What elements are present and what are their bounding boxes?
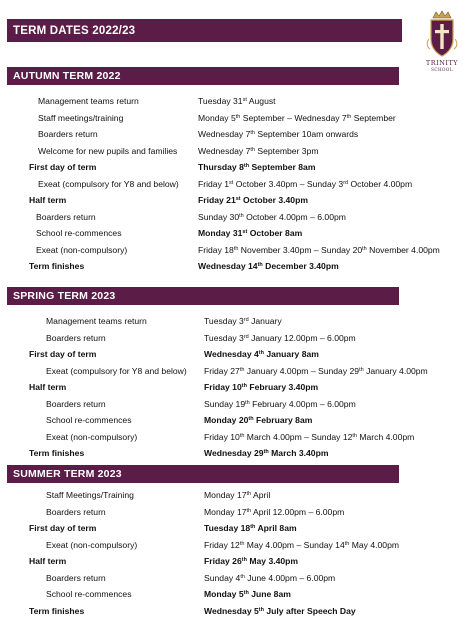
event-label: Staff meetings/training	[38, 112, 124, 123]
event-date: Friday 21st October 3.40pm	[198, 195, 308, 205]
event-label: Exeat (compulsory for Y8 and below)	[46, 365, 187, 376]
event-label: Management teams return	[46, 316, 147, 326]
event-label: Welcome for new pupils and families	[38, 145, 178, 156]
event-date: Sunday 19th February 4.00pm – 6.00pm	[204, 398, 356, 409]
event-date: Friday 26th May 3.40pm	[204, 556, 299, 566]
event-label: First day of term	[29, 162, 97, 172]
event-label: Half term	[29, 556, 67, 566]
event-date: Sunday 4th June 4.00pm – 6.00pm	[204, 572, 336, 583]
event-date: Monday 17th April 12.00pm – 6.00pm	[204, 506, 345, 517]
event-date: Tuesday 18th April 8am	[204, 523, 297, 533]
event-date: Monday 17th April	[204, 490, 271, 500]
event-date: Wednesday 14th December 3.40pm	[198, 261, 339, 271]
event-date: Wednesday 7th September 3pm	[198, 145, 319, 156]
event-label: School re-commences	[46, 589, 132, 599]
school-crest-logo	[418, 9, 466, 73]
event-date: Monday 31st October 8am	[198, 228, 303, 238]
event-date: Tuesday 3rd January	[204, 316, 282, 326]
event-label: Exeat (non-compulsory)	[46, 431, 138, 442]
event-date: Monday 20th February 8am	[204, 415, 313, 425]
event-label: Exeat (compulsory for Y8 and below)	[38, 178, 179, 189]
logo-wordmark: TRINITY	[425, 59, 459, 67]
event-label: Boarders return	[38, 129, 98, 139]
event-date: Friday 27th January 4.00pm – Sunday 29th January 4.00pm	[204, 365, 428, 376]
event-date: Wednesday 4th January 8am	[204, 349, 319, 359]
event-label: Boarders return	[46, 398, 106, 409]
event-label: Boarders return	[46, 506, 106, 517]
section-header	[7, 465, 399, 483]
event-label: School re-commences	[36, 228, 122, 238]
event-label: Boarders return	[46, 572, 106, 583]
event-label: Half term	[29, 195, 67, 205]
event-label: Term finishes	[29, 261, 85, 271]
page-title-text: TERM DATES 2022/23	[13, 24, 136, 37]
event-date: Monday 5th June 8am	[204, 589, 291, 599]
event-date: Wednesday 7th September 10am onwards	[198, 129, 359, 139]
logo-subtitle: SCHOOL	[431, 67, 453, 72]
event-date: Friday 10th February 3.40pm	[204, 382, 319, 392]
event-date: Tuesday 31st August	[198, 96, 276, 106]
crest-icon	[418, 9, 466, 59]
event-date: Thursday 8th September 8am	[198, 162, 316, 172]
event-label: Boarders return	[36, 211, 96, 222]
event-date: Friday 12th May 4.00pm – Sunday 14th May 4.00pm	[204, 539, 400, 550]
event-label: Management teams return	[38, 96, 139, 106]
event-label: Exeat (non-compulsory)	[36, 244, 128, 255]
event-date: Friday 1st October 3.40pm – Sunday 3rd October 4.00pm	[198, 178, 413, 189]
event-label: Boarders return	[46, 332, 106, 343]
section-header	[7, 67, 399, 85]
event-date: Monday 5th September – Wednesday 7th September	[198, 112, 396, 123]
section-title: AUTUMN TERM 2022	[13, 70, 121, 82]
event-label: First day of term	[29, 349, 97, 359]
section-header	[7, 287, 399, 305]
event-label: First day of term	[29, 523, 97, 533]
page-title	[7, 19, 402, 42]
event-label: School re-commences	[46, 415, 132, 425]
section-title: SUMMER TERM 2023	[13, 468, 122, 480]
event-date: Wednesday 5th July after Speech Day	[204, 605, 356, 616]
event-label: Half term	[29, 382, 67, 392]
event-date: Tuesday 3rd January 12.00pm – 6.00pm	[204, 332, 356, 343]
section-title: SPRING TERM 2023	[13, 290, 116, 302]
event-label: Term finishes	[29, 605, 85, 616]
event-label: Staff Meetings/Training	[46, 490, 134, 500]
event-label: Exeat (non-compulsory)	[46, 539, 138, 550]
event-date: Wednesday 29th March 3.40pm	[204, 448, 329, 458]
event-date: Friday 18th November 3.40pm – Sunday 20th November 4.00pm	[198, 244, 440, 255]
event-label: Term finishes	[29, 448, 85, 458]
event-date: Friday 10th March 4.00pm – Sunday 12th March 4.00pm	[204, 431, 415, 442]
event-date: Sunday 30th October 4.00pm – 6.00pm	[198, 211, 346, 222]
